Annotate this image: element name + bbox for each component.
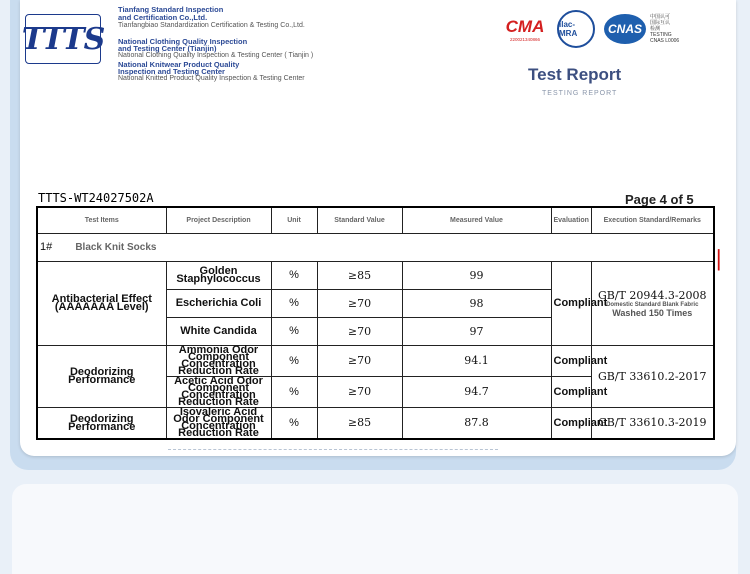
- project-cell: Acetic Acid Odor Component Concentration Reduction Rate: [166, 376, 271, 407]
- col-project: Project Description: [166, 207, 271, 233]
- unit-cell: %: [271, 261, 317, 289]
- project-cell: Escherichia Coli: [166, 289, 271, 317]
- standard-cell: ≥70: [317, 345, 402, 376]
- group-deodorizing-2: Deodorizing Performance: [37, 407, 166, 439]
- org-line-4: National Clothing Quality Inspection: [118, 37, 248, 46]
- method-standard: GB/T 20944.3-2008: [597, 288, 707, 302]
- org-line-3: Tianfangbiao Standardization Certification & Testing Co.,Ltd.: [118, 22, 305, 29]
- org-line-1: Tianfang Standard Inspection: [118, 5, 224, 14]
- col-measured: Measured Value: [402, 207, 551, 233]
- unit-cell: %: [271, 407, 317, 439]
- table-row: [37, 345, 714, 376]
- method-cell: [591, 261, 714, 345]
- unit-cell: %: [271, 345, 317, 376]
- value-cell: 87.8: [402, 407, 551, 439]
- cnas-mark: [602, 12, 648, 46]
- project-cell: Ammonia Odor Component Concentration Reduction Rate: [166, 345, 271, 376]
- value-cell: 98: [402, 289, 551, 317]
- project-cell: White Candida: [166, 317, 271, 345]
- next-page-sheet: [12, 484, 738, 574]
- cnas-text: CNAS: [604, 14, 646, 44]
- page-number: Page 4 of 5: [625, 192, 694, 207]
- ilac-mra-mark: [556, 12, 596, 46]
- method-wash: Washed 150 Times: [612, 307, 693, 318]
- method-cell: GB/T 33610.2-2017: [591, 345, 714, 407]
- org-line-8: Inspection and Testing Center: [118, 67, 225, 76]
- header-row: [37, 207, 714, 233]
- cma-number: 220021340866: [509, 36, 541, 42]
- standard-cell: ≥85: [317, 261, 402, 289]
- unit-cell: %: [271, 317, 317, 345]
- table-row: [37, 261, 714, 289]
- report-title: Test Report: [528, 65, 622, 84]
- value-cell: 97: [402, 317, 551, 345]
- col-method: Execution Standard/Remarks: [591, 207, 714, 233]
- org-line-5: and Testing Center (Tianjin): [118, 44, 217, 53]
- project-cell: Isovaleric Acid Odor Component Concentration Reduction Rate: [166, 407, 271, 439]
- org-line-7: National Knitwear Product Quality: [118, 60, 240, 69]
- col-evaluation: Evaluation: [551, 207, 591, 233]
- sample-name: Black Knit Socks: [75, 242, 157, 253]
- col-standard: Standard Value: [317, 207, 402, 233]
- evaluation-cell: Compliant: [551, 345, 591, 376]
- results-table: [36, 206, 715, 440]
- evaluation-cell: Compliant: [551, 376, 591, 407]
- org-line-6: National Clothing Quality Inspection & Testing Center ( Tianjin ): [118, 52, 314, 59]
- org-line-9: National Knitted Product Quality Inspection & Testing Center: [118, 75, 305, 82]
- cma-text: CMA: [505, 16, 545, 36]
- cma-mark: [502, 12, 548, 46]
- col-test-items: Test Items: [37, 207, 166, 233]
- table-row: [37, 407, 714, 439]
- standard-cell: ≥70: [317, 289, 402, 317]
- standard-cell: ≥70: [317, 376, 402, 407]
- sample-index: 1#: [40, 241, 53, 253]
- project-cell: Golden Staphylococcus: [166, 261, 271, 289]
- group-deodorizing: Deodorizing Performance: [37, 345, 166, 407]
- report-subtitle: TESTING REPORT: [542, 90, 618, 97]
- standard-cell: ≥70: [317, 317, 402, 345]
- evaluation-cell: Compliant: [551, 261, 591, 345]
- col-unit: Unit: [271, 207, 317, 233]
- logo-text: TTTS: [21, 21, 105, 57]
- sample-row: [37, 233, 714, 261]
- value-cell: 94.7: [402, 376, 551, 407]
- method-cell: GB/T 33610.3-2019: [591, 407, 714, 439]
- group-antibacterial: Antibacterial Effect (AAAAAAA Level): [37, 261, 166, 345]
- footer-divider: [168, 449, 498, 450]
- report-number: TTTS-WT24027502A: [38, 191, 154, 205]
- value-cell: 99: [402, 261, 551, 289]
- standard-cell: ≥85: [317, 407, 402, 439]
- value-cell: 94.1: [402, 345, 551, 376]
- ilac-text: ilac-MRA: [557, 10, 595, 48]
- unit-cell: %: [271, 289, 317, 317]
- evaluation-cell: Compliant: [551, 407, 591, 439]
- seal-fragment: ▏: [718, 250, 732, 270]
- unit-cell: %: [271, 376, 317, 407]
- cnas-caption: 中国认可 国际互认 检测 TESTING CNAS L0006: [650, 14, 680, 44]
- org-line-2: and Certification Co.,Ltd.: [118, 13, 208, 22]
- ttts-logo: [21, 14, 105, 64]
- method-note: Domestic Standard Blank Fabric: [606, 301, 699, 308]
